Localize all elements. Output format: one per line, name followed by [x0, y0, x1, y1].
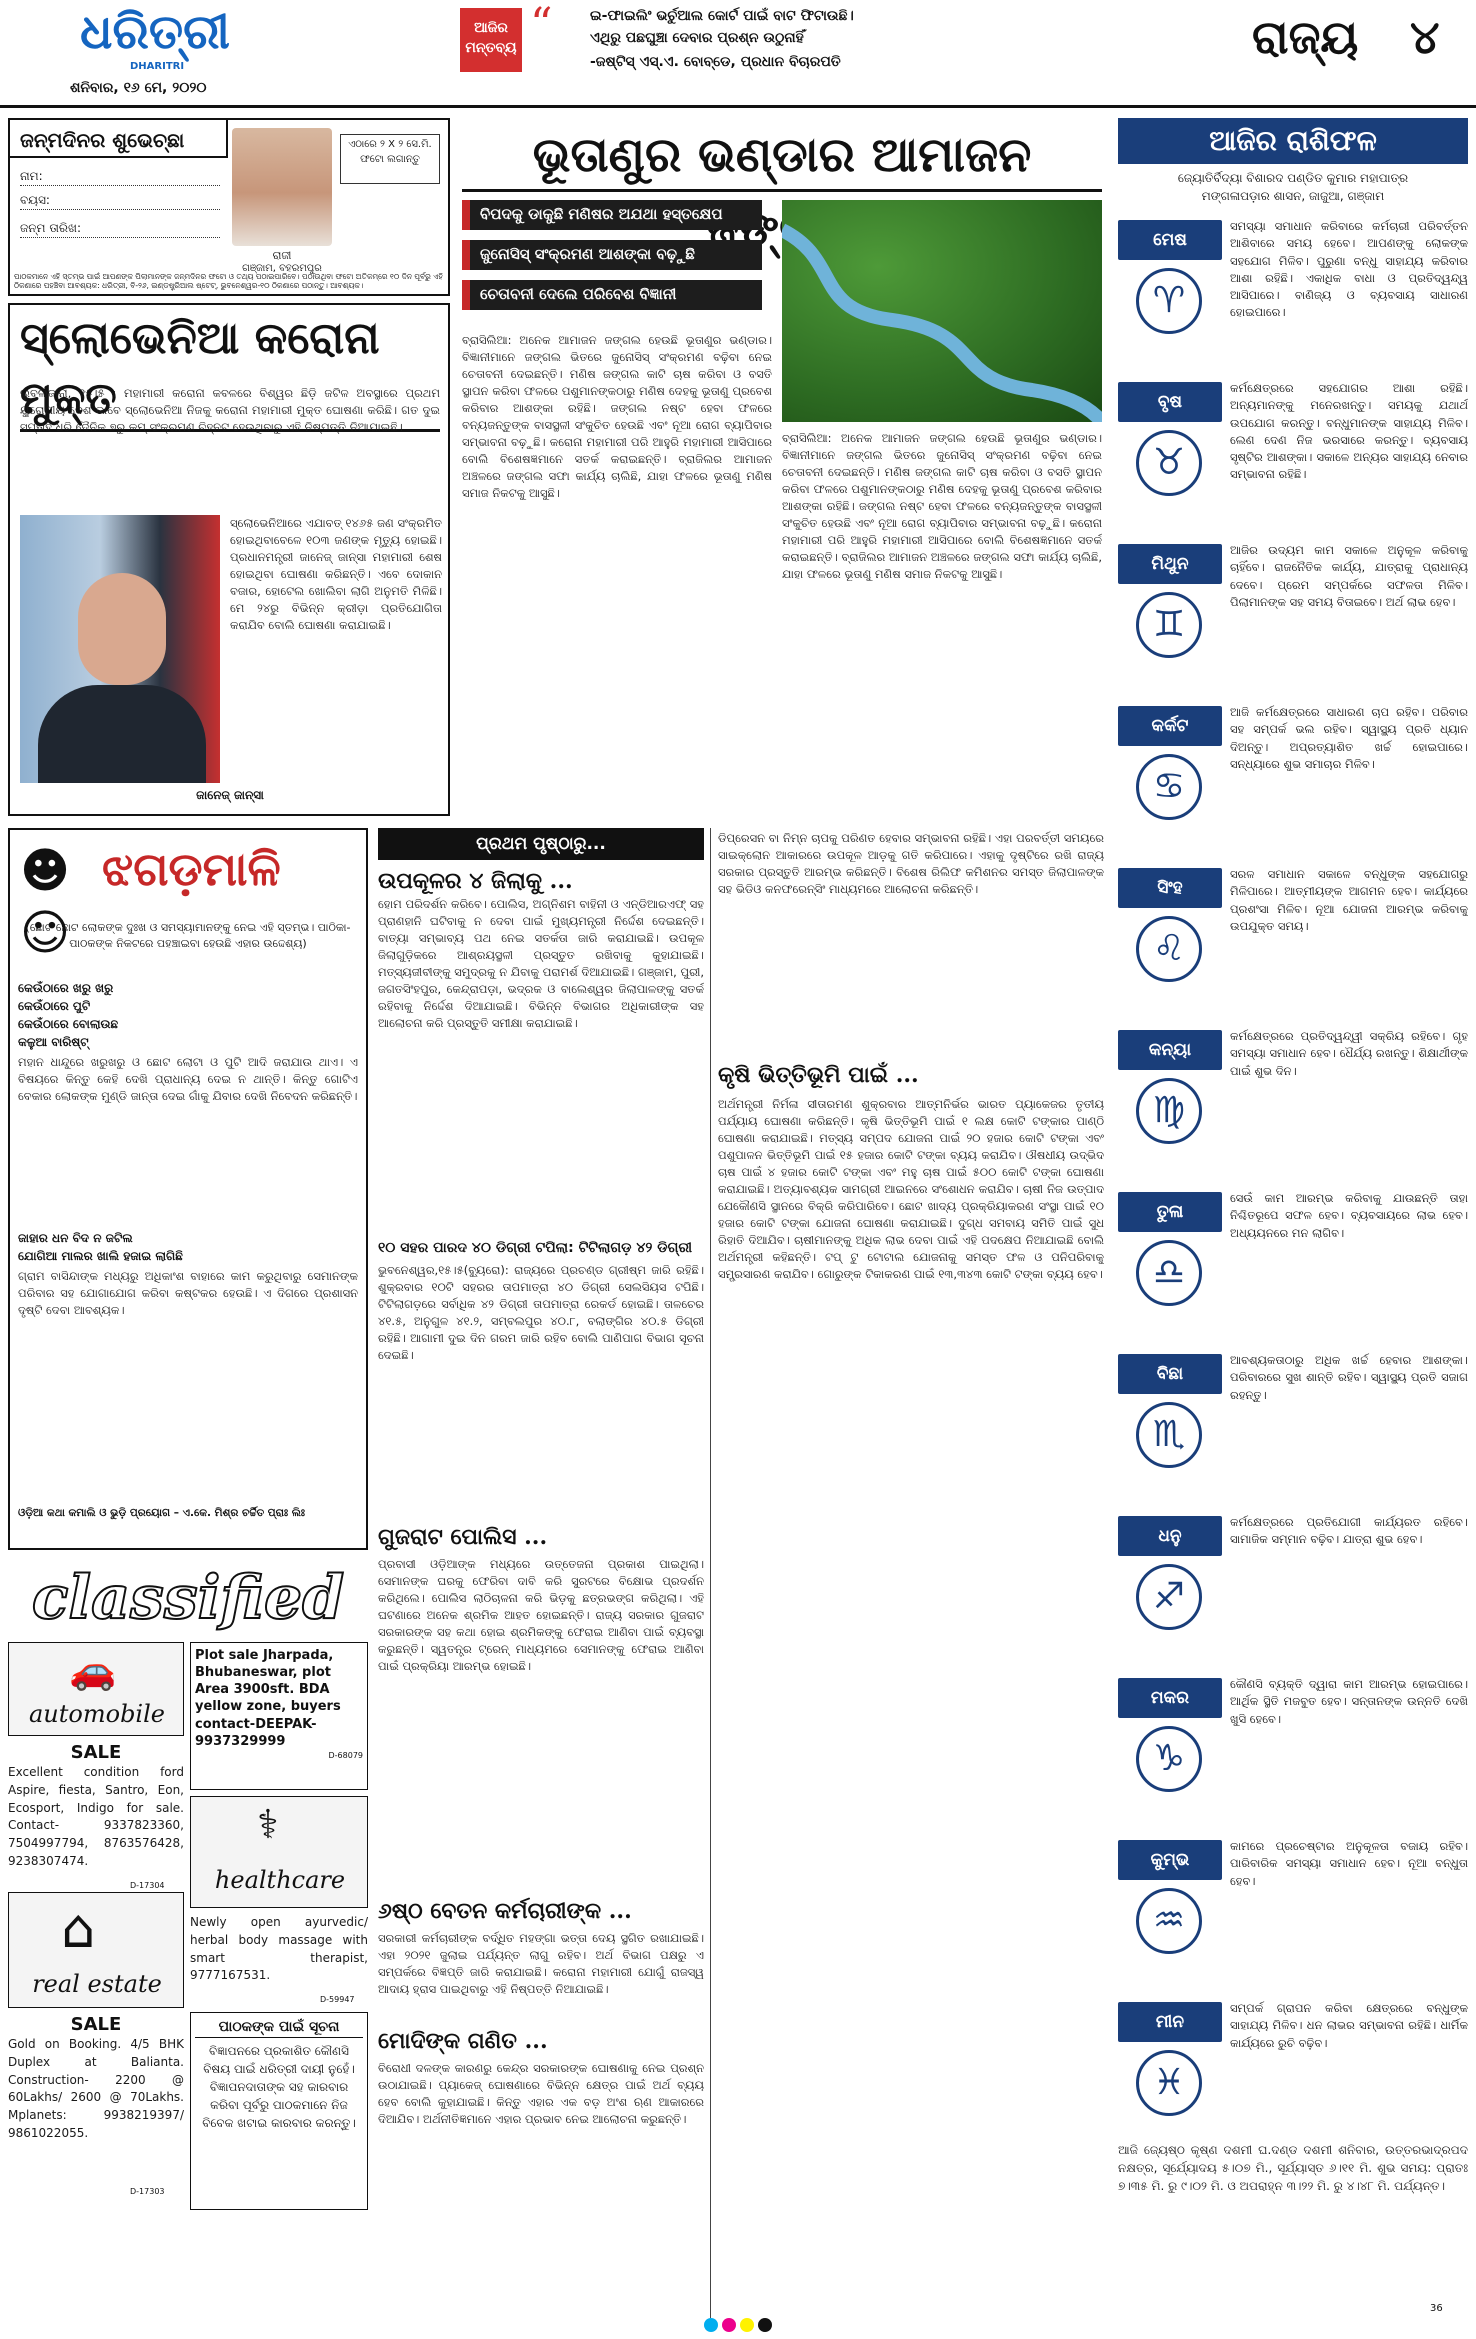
- libra-icon: ♎: [1136, 1240, 1202, 1306]
- sign-text: ସରଳ ସମାଧାନ ସକାଳେ ବନ୍ଧୁଙ୍କ ସହଯୋଗରୁ ମିଳିପାରେ। ଆତ୍ମୀୟଙ୍କ ଆଗମନ ହେବ। କାର୍ଯ୍ୟରେ ପ୍ରଶଂସା ମିଳିବ। ନୂଆ ଯୋଜନା ଆରମ୍ଭ କରିବାକୁ ଉପଯୁକ୍ତ ସମୟ।: [1230, 867, 1468, 933]
- sale-ad-1[interactable]: Excellent condition ford Aspire, fiesta, Santro, Eon, Ecosport, Indigo for sale. Contact- 9337823360, 7504997794, 8763576428, 9238307474.: [8, 1765, 184, 1868]
- sign-label: ତୁଳା: [1118, 1192, 1222, 1232]
- sign-text: କୌଣସି ବ୍ୟକ୍ତି ଦ୍ୱାରା କାମ ଆରମ୍ଭ ହୋଇପାରେ। ଆର୍ଥିକ ସ୍ଥିତି ମଜବୁତ ହେବ। ସନ୍ତାନଙ୍କ ଉନ୍ନତି ଦେଖି ଖୁସି ହେବେ।: [1230, 1677, 1468, 1726]
- sign-label: ମକର: [1118, 1678, 1222, 1718]
- cartoon-faces-icon: ☻☺: [20, 843, 71, 961]
- sign-bichha: [1118, 1348, 1468, 1508]
- sign-dhanu: [1118, 1510, 1468, 1670]
- amazon-headline: ଭୂତାଣୁର ଭଣ୍ଡାର ଆମାଜନ: [462, 118, 1102, 192]
- jansa-caption: ଜାନେଜ୍ ଜାନ୍ସା: [196, 788, 264, 802]
- sign-brisha: [1118, 376, 1468, 536]
- pisces-icon: ♓: [1136, 2050, 1202, 2116]
- slovenia-story: [8, 303, 450, 816]
- river-icon: [782, 200, 1102, 422]
- real-estate-label: real estate: [32, 1970, 162, 1998]
- birthday-note: ପାଠକମାନେ ଏହି ସ୍ତମ୍ଭ ପାଇଁ ଆପଣଙ୍କ ପିଲାମାନଙ୍କ ଜନ୍ମଦିନର ଫଟୋ ଓ ତଥ୍ୟ ପଠାଇପାରିବେ। ପଠାଉଥିବା ଫଟୋ ଅତିକମ୍‌ରେ ୧୦ ଦିନ ପୂର୍ବରୁ ଏହି ଠିକଣାରେ ପହଞ୍ଚିବା ଆବଶ୍ୟକ: ଧରିତ୍ରୀ, ବି-୨୬, ଇଣ୍ଡଷ୍ଟ୍ରିଆଲ ଷ୍ଟେଟ୍, ଭୁବନେଶ୍ୱର-୧୦ ଠିକଣାରେ ପଠାନ୍ତୁ। ଆବଶ୍ୟକ।: [14, 272, 443, 291]
- quote-tag-line2: ମନ୍ତବ୍ୟ: [465, 40, 517, 57]
- notice-text: ବିଜ୍ଞାପନରେ ପ୍ରକାଶିତ କୌଣସି ବିଷୟ ପାଇଁ ଧରିତ୍ରୀ ଦାୟୀ ନୁହେଁ। ବିଜ୍ଞାପନଦାତାଙ୍କ ସହ କାରବାର କରିବା ପୂର୍ବରୁ ପାଠକମାନେ ନିଜ ବିବେକ ଖଟାଇ କାରବାର କରନ୍ତୁ।: [202, 2044, 356, 2131]
- birthday-box: [8, 118, 450, 296]
- sign-kumbha: [1118, 1834, 1468, 1994]
- gemini-icon: ♊: [1136, 592, 1202, 658]
- sign-text: ସେଉଁ କାମ ଆରମ୍ଭ କରିବାକୁ ଯାଉଛନ୍ତି ତାହା ନିଶ୍ଚିତରୂପେ ସଫଳ ହେବ। ବ୍ୟବସାୟରେ ଲାଭ ହେବ। ଅଧ୍ୟୟନରେ ମନ ଲାଗିବ।: [1230, 1191, 1468, 1240]
- sign-mithuna: [1118, 538, 1468, 698]
- sign-label: ବୃଷ: [1118, 382, 1222, 422]
- sign-makara: [1118, 1672, 1468, 1832]
- story-agri-head: କୃଷି ଭିତ୍ତିଭୂମି ପାଇଁ ...: [718, 1062, 919, 1088]
- automobile-ad[interactable]: [8, 1642, 184, 1736]
- issue-date: ଶନିବାର, ୧୬ ମେ, ୨୦୨୦: [70, 80, 207, 96]
- column-divider: [710, 828, 711, 2318]
- house-icon: ⌂: [61, 1897, 96, 1960]
- capricorn-icon: ♑: [1136, 1726, 1202, 1792]
- sign-simha: [1118, 862, 1468, 1022]
- healthcare-code: D-59947: [320, 1995, 355, 2004]
- slovenia-headline: ସ୍ଲୋଭେନିଆ କରୋନା ମୁକ୍ତ: [20, 309, 440, 432]
- sign-text: ସମସ୍ୟା ସମାଧାନ କରିବାରେ କର୍ମଚାରୀ ପରିବର୍ତ୍ତନ ଆଶିବାରେ ସମୟ ହେବେ। ଆପଣଙ୍କୁ ଲୋକଙ୍କ ସହଯୋଗ ମିଳିବ। ପୁରୁଣା ବନ୍ଧୁ ସାହାଯ୍ୟ କରିବାର ଆଶା ରହିଛି। ଏକାଧିକ ବାଧା ଓ ପ୍ରତିଦ୍ୱନ୍ଦ୍ୱ ଆସିପାରେ। ବାଣିଜ୍ୟ ଓ ବ୍ୟବସାୟ ସାଧାରଣ ହୋଇପାରେ।: [1230, 219, 1468, 320]
- folio-number: 36: [1430, 2303, 1443, 2314]
- sign-text: ଆଜି କର୍ମକ୍ଷେତ୍ରରେ ସାଧାରଣ ଚାପ ରହିବ। ପରିବାର ସହ ସମ୍ପର୍କ ଭଲ ରହିବ। ସ୍ୱାସ୍ଥ୍ୟ ପ୍ରତି ଧ୍ୟାନ ଦିଅନ୍ତୁ। ଅପ୍ରତ୍ୟାଶିତ ଖର୍ଚ୍ଚ ହୋଇପାରେ। ସନ୍ଧ୍ୟାରେ ଶୁଭ ସମାଚାର ମିଳିବ।: [1230, 705, 1468, 771]
- amazon-bullets: [462, 200, 772, 324]
- sign-label: କୁମ୍ଭ: [1118, 1840, 1222, 1880]
- photo-placeholder: ଏଠାରେ ୨ X ୨ ସେ.ମି. ଫଟୋ ଲଗାନ୍ତୁ: [340, 134, 440, 184]
- jhagadamali-credit: ଓଡ଼ିଆ କଥା କମାଲି ଓ ଭୁଡ଼ି ପ୍ରୟୋଗ – ଏ.କେ. ମିଶ୍ର ଚର୍ଚ୍ଚିତ ପ୍ରାଃ ଲିଃ: [18, 1507, 305, 1519]
- story-cyclone-body: ଡିପ୍ରେସନ ବା ନିମ୍ନ ଚାପକୁ ପରିଣତ ହେବାର ସମ୍ଭାବନା ରହିଛି। ଏହା ପରବର୍ତ୍ତୀ ସମୟରେ ସାଇକ୍ଲୋନ ଆକାରରେ ଉପକୂଳ ଆଡ଼କୁ ଗତି କରିପାରେ। ଏହାକୁ ଦୃଷ୍ଟିରେ ରଖି ରାଜ୍ୟ ସରକାର ପ୍ରସ୍ତୁତି ଆରମ୍ଭ କରିଛନ୍ତି। ବିଶେଷ ରିଲିଫ କମିଶନର ସମସ୍ତ ଜିଲାପାଳଙ୍କ ସହ ଭିଡିଓ କନଫରେନ୍ସିଂ ମାଧ୍ୟମରେ ଆଲୋଚନା କରିଛନ୍ତି।: [718, 831, 1104, 897]
- sign-label: ବିଛା: [1118, 1354, 1222, 1394]
- face-shape: [78, 573, 166, 685]
- stethoscope-icon: ⚕: [257, 1802, 279, 1848]
- sign-text: କାମରେ ପ୍ରଚେଷ୍ଟାର ଅନୁକୂଳତା ବଜାୟ ରହିବ। ପାରିବାରିକ ସମସ୍ୟା ସମାଧାନ ହେବ। ନୂଆ ବନ୍ଧୁତା ହେବ।: [1230, 1839, 1468, 1888]
- aries-icon: ♈: [1136, 268, 1202, 334]
- suit-shape: [38, 685, 206, 783]
- registration-dots: [702, 2324, 774, 2335]
- section-name: ରାଜ୍ୟ: [1252, 10, 1359, 64]
- healthcare-label: healthcare: [214, 1866, 346, 1894]
- story-heat-body: ଭୁବନେଶ୍ୱର,୧୫।୫(ବ୍ୟୁରୋ): ରାଜ୍ୟରେ ପ୍ରଚଣ୍ଡ ଗ୍ରୀଷ୍ମ ଜାରି ରହିଛି। ଶୁକ୍ରବାର ୧୦ଟି ସହରର ତାପମାତ୍ରା ୪୦ ଡିଗ୍ରୀ ସେଲସିୟସ ଟପିଛି। ଟିଟିଲାଗଡ଼ରେ ସର୍ବାଧିକ ୪୨ ଡିଗ୍ରୀ ତାପମାତ୍ରା ରେକର୍ଡ ହୋଇଛି। ତାଳଚେର ୪୧.୫, ଅନୁଗୁଳ ୪୧.୨, ସମ୍ବଲପୁର ୪୦.୮, ବଲାଙ୍ଗିର ୪୦.୫ ଡିଗ୍ରୀ ରହିଛି। ଆଗାମୀ ଦୁଇ ଦିନ ଗରମ ଜାରି ରହିବ ବୋଲି ପାଣିପାଗ ବିଭାଗ ସୂଚନା ଦେଇଛି।: [378, 1263, 704, 1363]
- reader-notice: [190, 2012, 368, 2210]
- sign-mesha: [1118, 214, 1468, 374]
- sign-text: କର୍ମକ୍ଷେତ୍ରରେ ସହଯୋଗର ଆଶା ରହିଛି। ଅନ୍ୟମାନଙ୍କୁ ମନେରଖନ୍ତୁ। ସମୟକୁ ଯଥାର୍ଥ ଉପଯୋଗ କରନ୍ତୁ। ବନ୍ଧୁମାନଙ୍କ ସାହାଯ୍ୟ ମିଳିବ। ଲେଣ ଦେଣ ନିଜ ଭରସାରେ କରନ୍ତୁ। ବ୍ୟବସାୟ ସୃଷ୍ଟିର ଆଶଙ୍କା। ସକାଳେ ଅନ୍ୟର ସାହାଯ୍ୟ ନେବାର ସମ୍ଭାବନା ରହିଛି।: [1230, 381, 1468, 482]
- scorpio-icon: ♏: [1136, 1402, 1202, 1468]
- quote-author: -ଜଷ୍ଟିସ୍ ଏସ୍.ଏ. ବୋବ୍‌ଡେ, ପ୍ରଧାନ ବିଚାରପତି: [590, 54, 841, 70]
- story-gujarat-head: ଗୁଜରାଟ ପୋଲିସ ...: [378, 1524, 548, 1550]
- story-modi-head: ମୋଦିଙ୍କ ଗଣିତ ...: [378, 2028, 548, 2054]
- child-name: ରାଜୀ: [272, 249, 292, 262]
- sign-label: ମେଷ: [1118, 220, 1222, 260]
- print-marks: [0, 2318, 1476, 2339]
- sign-label: ସିଂହ: [1118, 868, 1222, 908]
- sign-meena: [1118, 1996, 1468, 2136]
- jhagadamali-head-2: କେଉଁଠାରେ ପୁଟି: [18, 999, 91, 1013]
- jhagadamali-intro: (ଛୋଟ ଛୋଟ ଲୋକଙ୍କ ଦୁଃଖ ଓ ସମସ୍ୟାମାନଙ୍କୁ ନେଇ ଏହି ସ୍ତମ୍ଭ। ପାଠିକା-ପାଠକଙ୍କ ନିକଟରେ ପହଞ୍ଚାଇବା ହେଉଛି ଏହାର ଉଦ୍ଦେଶ୍ୟ): [25, 921, 351, 950]
- jhagadamali-head-1: କେଉଁଠାରେ ଖରୁ ଖରୁ: [18, 981, 114, 995]
- amazon-bullet-1: ବିପଦକୁ ଡାକୁଛି ମଣିଷର ଅଯଥା ହସ୍ତକ୍ଷେପ: [462, 200, 762, 230]
- sign-text: ଆଜିର ଉଦ୍ୟମ କାମ ସକାଳେ ଅନୁକୂଳ କରିବାକୁ ଚାହିଁବେ। ରାଜନୈତିକ କାର୍ଯ୍ୟ, ଯାତ୍ରାକୁ ପ୍ରାଧାନ୍ୟ ଦେବେ। ପ୍ରେମ ସମ୍ପର୍କରେ ସଫଳତା ମିଳିବ। ପିଲାମାନଙ୍କ ସହ ସମୟ ବିତାଇବେ। ଅର୍ଥ ଲାଭ ହେବ।: [1230, 543, 1468, 609]
- amazon-body-cont: ବ୍ରାସିଲିଆ: ଅନେକ ଆମାଜନ ଜଙ୍ଗଲ ହେଉଛି ଭୂତାଣୁର ଭଣ୍ଡାର। ବିଜ୍ଞାନୀମାନେ ଜଙ୍ଗଲ ଭିତରେ ଜୁନୋସିସ୍ ସଂକ୍ରମଣ ବଢ଼ିବା ନେଇ ଚେତାବନୀ ଦେଇଛନ୍ତି। ମଣିଷ ଜଙ୍ଗଲ କାଟି ଚାଷ କରିବା ଓ ବସତି ସ୍ଥାପନ କରିବା ଫଳରେ ପଶୁମାନଙ୍କଠାରୁ ମଣିଷ ଦେହକୁ ଭୂତାଣୁ ପ୍ରବେଶ କରିବାର ଆଶଙ୍କା ରହିଛି। ଜଙ୍ଗଲ ନଷ୍ଟ ହେବା ଫଳରେ ବନ୍ୟଜନ୍ତୁଙ୍କ ବାସସ୍ଥଳୀ ସଂକୁଚିତ ହେଉଛି ଏବଂ ନୂଆ ରୋଗ ବ୍ୟାପିବାର ସମ୍ଭାବନା ବଢ଼ୁଛି। କରୋନା ମହାମାରୀ ପରି ଆହୁରି ମହାମାରୀ ଆସିପାରେ ବୋଲି ବିଶେଷଜ୍ଞମାନେ ସତର୍କ କରାଇଛନ୍ତି। ବ୍ରାଜିଲର ଆମାଜନ ଅଞ୍ଚଳରେ ଜଙ୍ଗଲ ସଫା କାର୍ଯ୍ୟ ଚାଲିଛି, ଯାହା ଫଳରେ ଭୂତାଣୁ ମଣିଷ ସମାଜ ନିକଟକୁ ଆସୁଛି।: [782, 431, 1102, 582]
- child-photo: [232, 128, 332, 246]
- amazon-body: ବ୍ରାସିଲିଆ: ଅନେକ ଆମାଜନ ଜଙ୍ଗଲ ହେଉଛି ଭୂତାଣୁର ଭଣ୍ଡାର। ବିଜ୍ଞାନୀମାନେ ଜଙ୍ଗଲ ଭିତରେ ଜୁନୋସିସ୍ ସଂକ୍ରମଣ ବଢ଼ିବା ନେଇ ଚେତାବନୀ ଦେଇଛନ୍ତି। ମଣିଷ ଜଙ୍ଗଲ କାଟି ଚାଷ କରିବା ଓ ବସତି ସ୍ଥାପନ କରିବା ଫଳରେ ପଶୁମାନଙ୍କଠାରୁ ମଣିଷ ଦେହକୁ ଭୂତାଣୁ ପ୍ରବେଶ କରିବାର ଆଶଙ୍କା ରହିଛି। ଜଙ୍ଗଲ ନଷ୍ଟ ହେବା ଫଳରେ ବନ୍ୟଜନ୍ତୁଙ୍କ ବାସସ୍ଥଳୀ ସଂକୁଚିତ ହେଉଛି ଏବଂ ନୂଆ ରୋଗ ବ୍ୟାପିବାର ସମ୍ଭାବନା ବଢ଼ୁଛି। କରୋନା ମହାମାରୀ ପରି ଆହୁରି ମହାମାରୀ ଆସିପାରେ ବୋଲି ବିଶେଷଜ୍ଞମାନେ ସତର୍କ କରାଇଛନ୍ତି। ବ୍ରାଜିଲର ଆମାଜନ ଅଞ୍ଚଳରେ ଜଙ୍ଗଲ ସଫା କାର୍ଯ୍ୟ ଚାଲିଛି, ଯାହା ଫଳରେ ଭୂତାଣୁ ମଣିଷ ସମାଜ ନିକଟକୁ ଆସୁଛି।: [462, 333, 772, 501]
- quote-line-1: ଇ-ଫାଇଲିଂ ଭର୍ଚୁଆଲ କୋର୍ଟ ପାଇଁ ବାଟ ଫିଟାଉଛି।: [590, 8, 854, 24]
- quote-mark-icon: “: [530, 0, 553, 50]
- story-heat-subhead: ୧୦ ସହର ପାରଦ ୪୦ ଡିଗ୍ରୀ ଟପିଲା: ଟିଟିଲାଗଡ଼ ୪୨ ଡିଗ୍ରୀ: [378, 1240, 693, 1256]
- name-field[interactable]: ନାମ:: [20, 168, 220, 186]
- jhagadamali-body-2: ଗ୍ରାମ ବାସିନ୍ଦାଙ୍କ ମଧ୍ୟରୁ ଅଧିକାଂଶ ବାହାରେ କାମ କରୁଥିବାରୁ ସେମାନଙ୍କ ପରିବାର ସହ ଯୋଗାଯୋଗ କରିବା କଷ୍ଟକର ହେଉଛି। ଏ ଦିଗରେ ପ୍ରଶାସନ ଦୃଷ୍ଟି ଦେବା ଆବଶ୍ୟକ।: [18, 1269, 358, 1318]
- sagittarius-icon: ♐: [1136, 1564, 1202, 1630]
- sale-code-2: D-17303: [130, 2187, 165, 2196]
- story-modi-body: ବିରୋଧୀ ଦଳଙ୍କ କାରଣରୁ କେନ୍ଦ୍ର ସରକାରଙ୍କ ଘୋଷଣାକୁ ନେଇ ପ୍ରଶ୍ନ ଉଠାଯାଇଛି। ପ୍ୟାକେଜ୍ ଘୋଷଣାରେ ବିଭିନ୍ନ କ୍ଷେତ୍ର ପାଇଁ ଅର୍ଥ ବ୍ୟୟ ହେବ ବୋଲି କୁହାଯାଇଛି। କିନ୍ତୁ ଏହାର ଏକ ବଡ଼ ଅଂଶ ଋଣ ଆକାରରେ ଦିଆଯିବ। ଅର୍ଥନୀତିଜ୍ଞମାନେ ଏହାର ପ୍ରଭାବ ନେଇ ଆଲୋଚନା କରୁଛନ୍ତି।: [378, 2061, 704, 2127]
- amazon-bullet-3: ଚେତାବନୀ ଦେଲେ ପରିବେଶ ବିଜ୍ଞାନୀ: [462, 280, 762, 310]
- prathama-band: ପ୍ରଥମ ପୃଷ୍ଠାରୁ...: [378, 828, 704, 860]
- healthcare-ad-text[interactable]: Newly open ayurvedic/ herbal body massage with smart therapist, 9777167531.: [190, 1915, 368, 1983]
- story-gujarat-body: ପ୍ରବାସୀ ଓଡ଼ିଆଙ୍କ ମଧ୍ୟରେ ଉତ୍ତେଜନା ପ୍ରକାଶ ପାଇଥିଲା। ସେମାନଙ୍କ ଘରକୁ ଫେରିବା ଦାବି କରି ସୁରଟରେ ବିକ୍ଷୋଭ ପ୍ରଦର୍ଶନ କରିଥିଲେ। ପୋଲିସ ଲାଠିଚାଳନା କରି ଭିଡ଼କୁ ଛତ୍ରଭଙ୍ଗ କରିଥିଲା। ଏହି ଘଟଣାରେ ଅନେକ ଶ୍ରମିକ ଆହତ ହୋଇଛନ୍ତି। ରାଜ୍ୟ ସରକାର ଗୁଜରାଟ ସରକାରଙ୍କ ସହ କଥା ହୋଇ ଶ୍ରମିକଙ୍କୁ ଫେରାଇ ଆଣିବା ପାଇଁ ବ୍ୟବସ୍ଥା କରୁଛନ୍ତି। ସ୍ୱତନ୍ତ୍ର ଟ୍ରେନ୍ ମାଧ୍ୟମରେ ସେମାନଙ୍କୁ ଫେରାଇ ଆଣିବା ପାଇଁ ପ୍ରକ୍ରିୟା ଆରମ୍ଭ ହୋଇଛି।: [378, 1557, 704, 1674]
- story-upakula-head: ଉପକୂଳର ୪ ଜିଲାକୁ ...: [378, 868, 573, 894]
- sign-label: କନ୍ୟା: [1118, 1030, 1222, 1070]
- child-place: ଗଞ୍ଜାମ, ବହରମପୁର: [242, 263, 322, 274]
- jansa-photo: [20, 515, 220, 783]
- birthday-title: ଜନ୍ମଦିନର ଶୁଭେଚ୍ଛା: [10, 120, 228, 158]
- sign-text: କର୍ମକ୍ଷେତ୍ରରେ ପ୍ରତିଯୋଗୀ କାର୍ଯ୍ୟରତ ରହିବେ। ସାମାଜିକ ସମ୍ମାନ ବଢ଼ିବ। ଯାତ୍ରା ଶୁଭ ହେବ।: [1230, 1515, 1468, 1547]
- slovenia-body: ସ୍ଲୋଭେନିଆରେ ଏଯାବତ୍ ୧୪୬୫ ଜଣ ସଂକ୍ରମିତ ହୋଇଥିବାବେଳେ ୧୦୩ ଜଣଙ୍କ ମୃତ୍ୟୁ ହୋଇଛି। ପ୍ରଧାନମନ୍ତ୍ରୀ ଜାନେଜ୍ ଜାନ୍ସା ମହାମାରୀ ଶେଷ ହୋଇଥିବା ଘୋଷଣା କରିଛନ୍ତି। ଏବେ ଦୋକାନ ବଜାର, ହୋଟେଲ ଖୋଲିବା ଲାଗି ଅନୁମତି ମିଳିଛି। ମେ ୨୪ରୁ ବିଭିନ୍ନ କ୍ରୀଡ଼ା ପ୍ରତିଯୋଗିତା କରାଯିବ ବୋଲି ଘୋଷଣା କରାଯାଇଛି।: [230, 516, 442, 633]
- rashifala-column: [1118, 118, 1468, 2318]
- astrologer-address: ମଙ୍ଗଳାପଡ଼ାର ଶାସନ, ଜାଜୁଆ, ଗଞ୍ଜାମ: [1201, 189, 1385, 203]
- classified-banner: classified: [31, 1563, 345, 1633]
- aquarius-icon: ♒: [1136, 1888, 1202, 1954]
- dob-field[interactable]: ଜନ୍ମ ତାରିଖ:: [20, 220, 220, 238]
- plot-ad-text: Plot sale Jharpada, Bhubaneswar, plot Area 3900sft. BDA yellow zone, buyers contact-DEEPAK-9937329999: [195, 1648, 341, 1749]
- age-field[interactable]: ବୟସ:: [20, 192, 220, 210]
- sign-label: ଧନୁ: [1118, 1516, 1222, 1556]
- sale-heading-2: SALE: [70, 2014, 122, 2035]
- sign-text: ଆବଶ୍ୟକତାଠାରୁ ଅଧିକ ଖର୍ଚ୍ଚ ହେବାର ଆଶଙ୍କା। ପରିବାରରେ ସୁଖ ଶାନ୍ତି ରହିବ। ସ୍ୱାସ୍ଥ୍ୟ ପ୍ରତି ସଜାଗ ରହନ୍ତୁ।: [1230, 1353, 1468, 1402]
- story-salary-head: ୬ଷ୍ଠ ବେତନ କର୍ମଚାରୀଙ୍କ ...: [378, 1898, 632, 1924]
- automobile-label: automobile: [29, 1700, 165, 1728]
- cancer-icon: ♋: [1136, 754, 1202, 820]
- notice-title: ପାଠକଙ୍କ ପାଇଁ ସୂଚନା: [195, 2017, 363, 2038]
- leo-icon: ♌: [1136, 916, 1202, 982]
- jhagadamali-body-1: ମହାନ ଧାନ୍ଦୁରେ ଖରୁଖରୁ ଓ ଛୋଟ ଲୋଟା ଓ ପୁଟି ଆଦି ଜରାଯାଉ ଥାଏ। ଏ ବିଷୟରେ କିନ୍ତୁ କେହି ଦେଖି ପ୍ରାଧାନ୍ୟ ଦେଇ ନ ଥାନ୍ତି। କିନ୍ତୁ ଗୋଟିଏ ବେକାର ଲୋକଙ୍କ ମୁଣ୍ଡି ଜାନ୍ତା ଦେଇ ଗାଁକୁ ଯିବାର ଦେଖି ନିବେଦନ କରିଛନ୍ତି।: [18, 1055, 358, 1104]
- sign-tula: [1118, 1186, 1468, 1346]
- jhagadamali-title: ଝଗଡ଼ମାଳି: [102, 842, 281, 896]
- logo-subtitle: DHARITRI: [130, 61, 185, 72]
- sale-code-1: D-17304: [130, 1881, 165, 1890]
- virgo-icon: ♍: [1136, 1078, 1202, 1144]
- sign-karkata: [1118, 700, 1468, 860]
- story-upakula-body: ହୋମ ପରିଦର୍ଶନ କରିବେ। ପୋଲିସ, ଅଗ୍ନିଶମ ବାହିନୀ ଓ ଏନ୍‌ଡିଆରଏଫ୍ ସହ ପ୍ରାଣହାନି ଘଟିବାକୁ ନ ଦେବା ପାଇଁ ମୁଖ୍ୟମନ୍ତ୍ରୀ ନିର୍ଦ୍ଦେଶ ଦେଇଛନ୍ତି। ବାତ୍ୟା ସମ୍ଭାବ୍ୟ ପଥ ନେଇ ସତର୍କତା ଜାରି କରାଯାଇଛି। ଉପକୂଳ ଜିଲାଗୁଡ଼ିକରେ ଆଶ୍ରୟସ୍ଥଳୀ ପ୍ରସ୍ତୁତ ରଖିବାକୁ କୁହାଯାଇଛି। ମତ୍ସ୍ୟଜୀବୀଙ୍କୁ ସମୁଦ୍ରକୁ ନ ଯିବାକୁ ପରାମର୍ଶ ଦିଆଯାଇଛି। ଗଞ୍ଜାମ, ପୁରୀ, ଜଗତସିଂହପୁର, କେନ୍ଦ୍ରାପଡ଼ା, ଭଦ୍ରକ ଓ ବାଲେଶ୍ୱର ଜିଲାପାଳଙ୍କୁ ସତର୍କ ରହିବାକୁ ନିର୍ଦ୍ଦେଶ ଦିଆଯାଇଛି। ବିଭିନ୍ନ ବିଭାଗର ଅଧିକାରୀଙ୍କ ସହ ଆଲୋଚନା କରି ପ୍ରସ୍ତୁତି ସମୀକ୍ଷା କରାଯାଇଛି।: [378, 897, 704, 1031]
- sign-label: ମୀନ: [1118, 2002, 1222, 2042]
- plot-ad[interactable]: [190, 1642, 368, 1790]
- car-icon: 🚗: [69, 1648, 117, 1692]
- masthead: [0, 0, 1476, 108]
- sale-heading-1: SALE: [70, 1742, 122, 1763]
- jhagadamali-head-5: ଜାହାର ଧନ ବିଦ ନ ଜଟିଲ: [18, 1231, 133, 1245]
- plot-ad-code: D-68079: [328, 1750, 363, 1760]
- quote-tag: [460, 8, 522, 72]
- jhagadamali-head-6: ଯୋଗିଆ ମାଲର ଖାଲି ହଜାଇ ଲାଗିଛି: [18, 1249, 183, 1263]
- taurus-icon: ♉: [1136, 430, 1202, 496]
- sign-kanya: [1118, 1024, 1468, 1184]
- amazon-bullet-2: ଜୁନୋସିସ୍ ସଂକ୍ରମଣ ଆଶଙ୍କା ବଢ଼ୁଛି: [462, 240, 762, 270]
- sign-label: କର୍କଟ: [1118, 706, 1222, 746]
- sign-text: ସମ୍ପର୍କ ଗ୍ରାପନ କରିବା କ୍ଷେତ୍ରରେ ବନ୍ଧୁଙ୍କ ସାହାଯ୍ୟ ମିଳିବ। ଧନ ଲାଭର ସମ୍ଭାବନା ରହିଛି। ଧାର୍ମିକ କାର୍ଯ୍ୟରେ ରୁଚି ବଢ଼ିବ।: [1230, 2001, 1468, 2050]
- panjika-text: ଆଜି ଜ୍ୟେଷ୍ଠ କୃଷ୍ଣ ଦଶମୀ ଘ.ଦଣ୍ଡ ଦଶମୀ ଶନିବାର, ଉତ୍ତରଭାଦ୍ରପଦ ନକ୍ଷତ୍ର, ସୂର୍ଯ୍ୟୋଦୟ ୫।୦୭ ମି., ସୂର୍ଯ୍ୟାସ୍ତ ୬।୧୧ ମି. ଶୁଭ ସମୟ: ପ୍ରାତଃ ୭।୩୫ ମି. ରୁ ୯।୦୨ ମି. ଓ ଅପରାହ୍ନ ୩।୨୨ ମି. ରୁ ୪।୪୮ ମି. ପର୍ଯ୍ୟନ୍ତ।: [1118, 2143, 1468, 2193]
- quote-tag-line1: ଆଜିର: [474, 20, 508, 36]
- rashifala-title: ଆଜିର ରାଶିଫଳ: [1118, 118, 1468, 164]
- healthcare-ad[interactable]: [190, 1796, 368, 1908]
- story-agri-body: ଅର୍ଥମନ୍ତ୍ରୀ ନିର୍ମଳା ସୀତାରମଣ ଶୁକ୍ରବାର ଆତ୍ମନିର୍ଭର ଭାରତ ପ୍ୟାକେଜର ତୃତୀୟ ପର୍ଯ୍ୟାୟ ଘୋଷଣା କରିଛନ୍ତି। କୃଷି ଭିତ୍ତିଭୂମି ପାଇଁ ୧ ଲକ୍ଷ କୋଟି ଟଙ୍କାର ପାଣ୍ଠି ଘୋଷଣା କରାଯାଇଛି। ମତ୍ସ୍ୟ ସମ୍ପଦ ଯୋଜନା ପାଇଁ ୨୦ ହଜାର କୋଟି ଟଙ୍କା ଏବଂ ପଶୁପାଳନ ଭିତ୍ତିଭୂମି ପାଇଁ ୧୫ ହଜାର କୋଟି ଟଙ୍କା ବ୍ୟୟ କରାଯିବ। ଔଷଧୀୟ ଉଦ୍ଭିଦ ଚାଷ ପାଇଁ ୪ ହଜାର କୋଟି ଟଙ୍କା ଏବଂ ମହୁ ଚାଷ ପାଇଁ ୫୦୦ କୋଟି ଟଙ୍କା ଘୋଷଣା କରାଯାଇଛି। ଅତ୍ୟାବଶ୍ୟକ ସାମଗ୍ରୀ ଆଇନରେ ସଂଶୋଧନ କରାଯିବ। ଚାଷୀ ନିଜ ଉତ୍ପାଦ ଯେକୌଣସି ସ୍ଥାନରେ ବିକ୍ରି କରିପାରିବେ। ଛୋଟ ଖାଦ୍ୟ ପ୍ରକ୍ରିୟାକରଣ ସଂସ୍ଥା ପାଇଁ ୧୦ ହଜାର କୋଟି ଟଙ୍କା ଯୋଜନା ଘୋଷଣା କରାଯାଇଛି। ଦୁଗ୍ଧ ସମବାୟ ସମିତି ପାଇଁ ସୁଧ ରିହାତି ଦିଆଯିବ। ଚାଷୀମାନଙ୍କୁ ଅଧିକ ଲାଭ ଦେବା ପାଇଁ ଏହି ପଦକ୍ଷେପ ନିଆଯାଇଛି ବୋଲି ଅର୍ଥମନ୍ତ୍ରୀ କହିଛନ୍ତି। ଟପ୍ ଟୁ ଟୋଟାଲ ଯୋଜନାକୁ ସମସ୍ତ ଫଳ ଓ ପନିପରିବାକୁ ସମ୍ପ୍ରସାରଣ କରାଯିବ। ଗୋରୁଙ୍କ ଟିକାକରଣ ପାଇଁ ୧୩,୩୪୩ କୋଟି ଟଙ୍କା ବ୍ୟୟ ହେବ।: [718, 1097, 1104, 1282]
- logo[interactable]: ଧରିତ୍ରୀ: [80, 4, 230, 60]
- real-estate-ad[interactable]: [8, 1892, 184, 2008]
- quote-line-2: ଏଥିରୁ ପଛଘୁଞ୍ଚା ଦେବାର ପ୍ରଶ୍ନ ଉଠୁନାହିଁ: [590, 30, 804, 46]
- page-number: ୪: [1410, 10, 1440, 64]
- jhagadamali-box: [8, 828, 368, 1550]
- amazon-forest-photo: [782, 200, 1102, 422]
- sign-label: ମିଥୁନ: [1118, 544, 1222, 584]
- jhagadamali-head-3: କେଉଁଠାରେ ବୋଲାଉଛ: [18, 1017, 119, 1031]
- story-salary-body: ସରକାରୀ କର୍ମଚାରୀଙ୍କ ବର୍ଦ୍ଧିତ ମହଙ୍ଗା ଭତ୍ତା ଦେୟ ସ୍ଥଗିତ ରଖାଯାଇଛି। ଏହା ୨୦୨୧ ଜୁଲାଇ ପର୍ଯ୍ୟନ୍ତ ଲାଗୁ ରହିବ। ଅର୍ଥ ବିଭାଗ ପକ୍ଷରୁ ଏ ସମ୍ପର୍କରେ ବିଜ୍ଞପ୍ତି ଜାରି କରାଯାଇଛି। କରୋନା ମହାମାରୀ ଯୋଗୁଁ ରାଜସ୍ୱ ଆଦାୟ ହ୍ରାସ ପାଇଥିବାରୁ ଏହି ନିଷ୍ପତ୍ତି ନିଆଯାଇଛି।: [378, 1931, 704, 1997]
- astrologer-name: ଜ୍ୟୋତିର୍ବିଦ୍ୟା ବିଶାରଦ ପଣ୍ଡିତ କୁମାର ମହାପାତ୍ର: [1177, 171, 1409, 185]
- jhagadamali-head-4: କଳୁଆ ବାରିଷ୍ଟ୍: [18, 1035, 89, 1049]
- slovenia-dateline: ଲୁବଲଜାନା, ୧୫।୫ : ମହାମାରୀ କରୋନା କବଳରେ ବିଶ୍ୱର ଛିଡ଼ି ଜଟିଳ ଅବସ୍ଥାରେ ପ୍ରଥମ ୟୁରୋପୀୟ ଦେଶ ଭାବେ ସ୍ଲୋଭେନିଆ ନିଜକୁ କରୋନା ମହାମାରୀ ମୁକ୍ତ ଘୋଷଣା କରିଛି। ଗତ ଦୁଇ ସପ୍ତାହ ଧରି ଦୈନିକ ୭ରୁ କମ୍ ସଂକ୍ରମଣ ଚିହ୍ନଟ ହେଉଥିବାରୁ ଏହି ନିଷ୍ପତ୍ତି ନିଆଯାଇଛି।: [20, 386, 440, 435]
- sale-ad-2[interactable]: Gold on Booking. 4/5 BHK Duplex at Balianta. Construction- 2200 @ 60Lakhs/ 2600 @ 70Lakhs. Mplanets: 9938219397/ 9861022055.: [8, 2037, 184, 2140]
- sign-text: କର୍ମକ୍ଷେତ୍ରରେ ପ୍ରତିଦ୍ୱନ୍ଦ୍ୱୀ ସକ୍ରିୟ ରହିବେ। ଗୃହ ସମସ୍ୟା ସମାଧାନ ହେବ। ଧୈର୍ଯ୍ୟ ରଖନ୍ତୁ। ଶିକ୍ଷାର୍ଥୀଙ୍କ ପାଇଁ ଶୁଭ ଦିନ।: [1230, 1029, 1468, 1078]
